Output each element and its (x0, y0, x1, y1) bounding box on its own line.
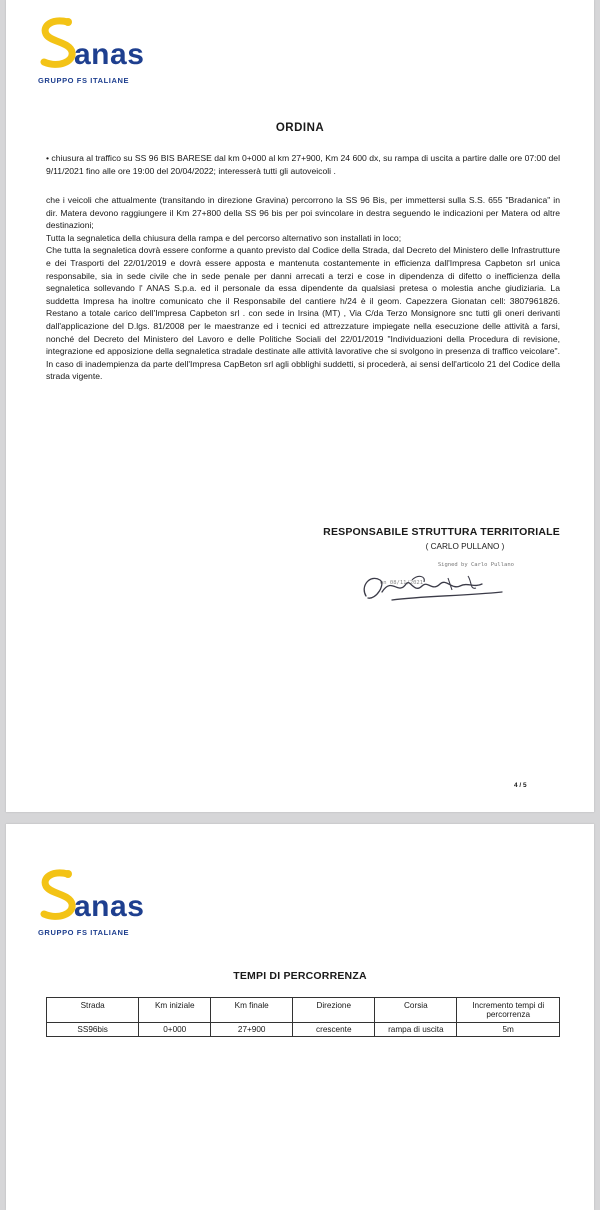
order-bullet-text: • chiusura al traffico su SS 96 BIS BARESE dal km 0+000 al km 27+900, Km 24 600 dx, su rampa di uscita a partire dalle ore 07:00 del 9/11/2021 fino alle ore 19:00 del 20/04/2022; interesserà tutti gli autoveicoli . (46, 153, 560, 176)
anas-logo (38, 868, 158, 938)
digital-signature-line-2: on 08/11/2021 (380, 580, 424, 586)
handwritten-signature-icon (352, 566, 508, 606)
document-page-2 (6, 824, 594, 1210)
table-cell: 27+900 (211, 1023, 293, 1037)
table-cell: rampa di uscita (375, 1023, 457, 1037)
order-paragraph-1: che i veicoli che attualmente (transitando in direzione Gravina) percorrono la SS 96 Bis, per immettersi sulla S.S. 655 "Bradanica" in dir. Matera devono raggiungere il Km 27+800 della SS 96 bis per poi svincolare in destra seguendo le indicazioni per Matera od altre destinazioni; (46, 195, 560, 231)
table-header-cell: Strada (47, 998, 139, 1023)
anas-group-label: GRUPPO FS ITALIANE (38, 76, 130, 85)
table-cell: 5m (457, 1023, 560, 1037)
order-bullet (46, 152, 560, 177)
table-cell: crescente (293, 1023, 375, 1037)
table-header-cell: Corsia (375, 998, 457, 1023)
order-paragraph-3: Che tutta la segnaletica dovrà essere conforme a quanto previsto dal Codice della Strada, dal Decreto del Ministero delle Infrastrutture e dei Trasporti del 22/01/2019 e dovrà essere apposta e mantenuta costantemente in efficienza dall'Impresa Capbeton srl unica responsabile, sia in sede civile che in sede penale per danni arrecati a terzi e cose in dipendenza di difetto o inefficienza della segnaletica sollevando l' ANAS S.p.a. ed il personale da essa dipendente da qualsiasi pretesa o molestia anche giudiziaria. La suddetta Impresa ha inoltre comunicato che il Responsabile del cantiere h/24 è il geom. Capezzera Gionatan cell: 3807961826. Restano a totale carico dell'Impresa Capbeton srl . con sede in Irsina (MT) , Via C/da Terzo Monsignore snc tutti gli oneri derivanti dall'applicazione del D.lgs. 81/2008 per le maestranze ed i tecnici ed attrezzature impiegate nella esecuzione delle attività a farsi, nonché del Decreto del Ministero del Lavoro e delle Politiche Sociali del 22/01/2019 "Individuazioni della Procedura di revisione, integrazione ed apposizione della segnaletica stradale destinate alle attività lavorative che si svolgono in presenza di traffico veicolare". In caso di inadempienza da parte dell'Impresa CapBeton srl agli obblighi suddetti, si procederà, ai sensi dell'articolo 21 del Codice della strada vigente. (46, 245, 560, 382)
order-body (46, 194, 560, 383)
order-heading: ORDINA (275, 122, 325, 134)
table-header-cell: Km iniziale (139, 998, 211, 1023)
table-cell: SS96bis (47, 1023, 139, 1037)
table-header-cell: Km finale (211, 998, 293, 1023)
anas-wordmark: anas (74, 38, 145, 71)
travel-times-heading: TEMPI DI PERCORRENZA (233, 970, 367, 982)
travel-times-table (46, 997, 560, 1037)
order-paragraph-2: Tutta la segnaletica della chiusura della rampa e del percorso alternativo son installati in loco; (46, 232, 402, 243)
table-cell: 0+000 (139, 1023, 211, 1037)
table-row (47, 1023, 560, 1037)
document-page-1 (6, 0, 594, 812)
digital-signature-line-1: Signed by Carlo Pullano (437, 562, 514, 568)
signature-block (300, 526, 560, 551)
table-header-row (47, 998, 560, 1023)
anas-group-label: GRUPPO FS ITALIANE (38, 928, 130, 937)
signature-title: RESPONSABILE STRUTTURA TERRITORIALE (323, 526, 560, 538)
table-header-cell: Incremento tempi di percorrenza (457, 998, 560, 1023)
page-number: 4 / 5 (514, 782, 527, 789)
table-header-cell: Direzione (293, 998, 375, 1023)
anas-logo (38, 16, 158, 86)
signature-name: ( CARLO PULLANO ) (425, 542, 505, 551)
anas-wordmark: anas (74, 890, 145, 923)
